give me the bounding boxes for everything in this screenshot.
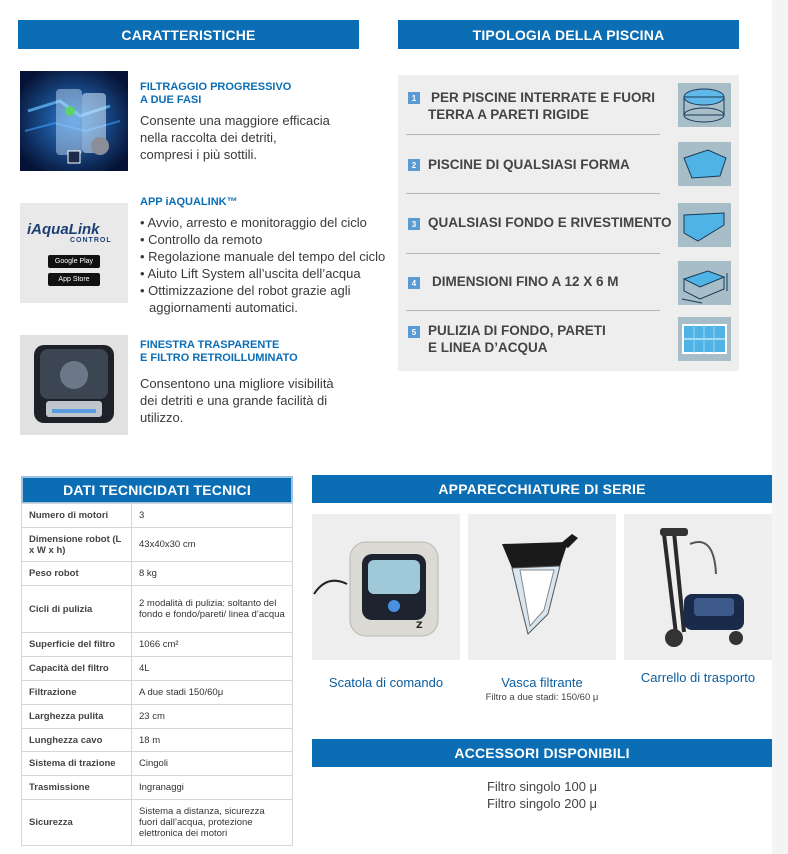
table-row xyxy=(22,729,293,752)
table-row xyxy=(22,752,293,776)
robot-window-image xyxy=(20,335,128,435)
feature-3-text-line: utilizzo. xyxy=(140,410,184,425)
table-key: Numero di motori xyxy=(22,504,132,528)
feature-3-title xyxy=(140,339,298,365)
feature-3-text-line: dei detriti e una grande facilità di xyxy=(140,393,328,408)
pool-type-label: PISCINE DI QUALSIASI FORMA xyxy=(428,157,630,172)
control-box-image xyxy=(312,514,460,660)
table-value: 4L xyxy=(132,657,293,681)
feature-2-bullet: • Aiuto Lift System all’uscita dell’acqua xyxy=(140,265,390,282)
table-key: Dimensione robot (L x W x h) xyxy=(22,528,132,562)
feature-2-title: APP iAQUALINK™ xyxy=(140,196,238,208)
table-value: 1066 cm² xyxy=(132,633,293,657)
pool-type-row xyxy=(398,141,739,199)
standard-equipment-header: APPARECCHIATURE DI SERIE xyxy=(312,475,772,503)
table-value: 43x40x30 cm xyxy=(132,528,293,562)
feature-1-text-line: nella raccolta dei detriti, xyxy=(140,130,277,145)
features-header: CARATTERISTICHE xyxy=(18,20,359,49)
pool-type-panel xyxy=(398,75,739,371)
pool-type-number: 5 xyxy=(408,326,420,338)
table-row xyxy=(22,562,293,586)
transport-cart-caption: Carrello di trasporto xyxy=(640,670,756,685)
filter-basket-image xyxy=(468,514,616,660)
svg-text:Z: Z xyxy=(416,621,423,631)
row-divider xyxy=(406,253,660,254)
table-key: Sistema di trazione xyxy=(22,752,132,776)
feature-3-title-line2: E FILTRO RETROILLUMINATO xyxy=(140,352,298,364)
pool-type-number: 4 xyxy=(408,277,420,289)
pool-waterline-icon xyxy=(678,317,731,361)
table-key: Superficie del filtro xyxy=(22,633,132,657)
table-key: Lunghezza cavo xyxy=(22,729,132,752)
pool-type-label: DIMENSIONI FINO A 12 X 6 M xyxy=(432,274,619,289)
table-value: A due stadi 150/60μ xyxy=(132,681,293,705)
pool-dimensions-icon xyxy=(678,261,731,305)
table-key: Peso robot xyxy=(22,562,132,586)
table-value: Cingoli xyxy=(132,752,293,776)
iaqualink-logo-text: iAquaLink xyxy=(27,221,100,238)
table-row xyxy=(22,528,293,562)
table-value: 2 modalità di pulizia: soltanto del fondo e fondo/pareti/ linea d’acqua xyxy=(132,586,293,633)
transport-cart-image xyxy=(624,514,772,660)
table-row xyxy=(22,657,293,681)
table-key: Cicli di pulizia xyxy=(22,586,132,633)
table-row xyxy=(22,586,293,633)
tech-data-header: DATI TECNICIDATI TECNICI xyxy=(21,476,293,504)
feature-1-text-line: Consente una maggiore efficacia xyxy=(140,113,330,128)
table-row xyxy=(22,504,293,528)
freeform-pool-icon xyxy=(678,142,731,186)
table-row xyxy=(22,681,293,705)
pool-type-row xyxy=(398,259,739,317)
row-divider xyxy=(406,193,660,194)
control-box-caption: Scatola di comando xyxy=(328,675,444,690)
row-divider xyxy=(406,310,660,311)
feature-2-bullet: • Avvio, arresto e monitoraggio del ciclo xyxy=(140,214,390,231)
table-value: Ingranaggi xyxy=(132,776,293,800)
table-value: Sistema a distanza, sicurezza fuori dall’acqua, protezione elettronica dei motori xyxy=(132,800,293,846)
accessory-item: Filtro singolo 100 μ xyxy=(486,779,598,794)
pool-type-row xyxy=(398,82,739,140)
table-key: Trasmissione xyxy=(22,776,132,800)
filtration-image xyxy=(20,71,128,171)
table-row xyxy=(22,633,293,657)
pool-type-number: 3 xyxy=(408,218,420,230)
table-value: 8 kg xyxy=(132,562,293,586)
pool-type-number: 2 xyxy=(408,159,420,171)
feature-3-text xyxy=(140,375,334,426)
pool-type-number: 1 xyxy=(408,92,420,104)
feature-3-text-line: Consentono una migliore visibilità xyxy=(140,376,334,391)
app-store-badge: App Store xyxy=(48,273,100,286)
table-row xyxy=(22,800,293,846)
feature-3-title-line1: FINESTRA TRASPARENTE xyxy=(140,339,280,351)
accessory-item: Filtro singolo 200 μ xyxy=(486,796,598,811)
google-play-badge: Google Play xyxy=(48,255,100,268)
feature-1-text-line: compresi i più sottili. xyxy=(140,147,258,162)
table-row xyxy=(22,705,293,729)
pool-type-header: TIPOLOGIA DELLA PISCINA xyxy=(398,20,739,49)
iaqualink-logo-sub: CONTROL xyxy=(70,237,112,244)
feature-1-text xyxy=(140,112,330,163)
table-key: Filtrazione xyxy=(22,681,132,705)
filter-basket-caption: Vasca filtrante xyxy=(501,675,583,690)
table-key: Larghezza pulita xyxy=(22,705,132,729)
feature-1-title xyxy=(140,81,291,107)
table-value: 18 m xyxy=(132,729,293,752)
table-key: Sicurezza xyxy=(22,800,132,846)
pool-type-label-line: TERRA A PARETI RIGIDE xyxy=(428,107,590,122)
pool-type-label: QUALSIASI FONDO E RIVESTIMENTO xyxy=(428,215,672,230)
feature-2-bullet: • Controllo da remoto xyxy=(140,231,390,248)
pool-type-label-line: E LINEA D’ACQUA xyxy=(428,340,548,355)
row-divider xyxy=(406,134,660,135)
right-margin-strip xyxy=(772,0,788,854)
table-value: 23 cm xyxy=(132,705,293,729)
pool-floor-icon xyxy=(678,203,731,247)
pool-type-label-line: PER PISCINE INTERRATE E FUORI xyxy=(431,90,656,105)
filter-basket-subcaption: Filtro a due stadi: 150/60 μ xyxy=(485,692,599,703)
pool-type-label xyxy=(428,322,668,356)
tech-data-table xyxy=(21,503,293,846)
table-key: Capacità del filtro xyxy=(22,657,132,681)
table-row xyxy=(22,776,293,800)
accessories-header: ACCESSORI DISPONIBILI xyxy=(312,739,772,767)
feature-1-title-line1: FILTRAGGIO PROGRESSIVO xyxy=(140,81,292,93)
feature-2-bullets xyxy=(140,214,390,316)
feature-2-bullet: • Regolazione manuale del tempo del ciclo xyxy=(140,248,390,265)
pool-type-row xyxy=(398,199,739,257)
above-ground-pool-icon xyxy=(678,83,731,127)
table-value: 3 xyxy=(132,504,293,528)
feature-2-bullet: • Ottimizzazione del robot grazie agli aggiornamenti automatici. xyxy=(140,282,390,316)
feature-1-title-line2: A DUE FASI xyxy=(140,94,202,106)
iaqualink-logo-image xyxy=(20,203,128,303)
pool-type-label-line: PULIZIA DI FONDO, PARETI xyxy=(428,323,606,338)
pool-type-label xyxy=(428,89,668,123)
pool-type-row xyxy=(398,317,739,375)
